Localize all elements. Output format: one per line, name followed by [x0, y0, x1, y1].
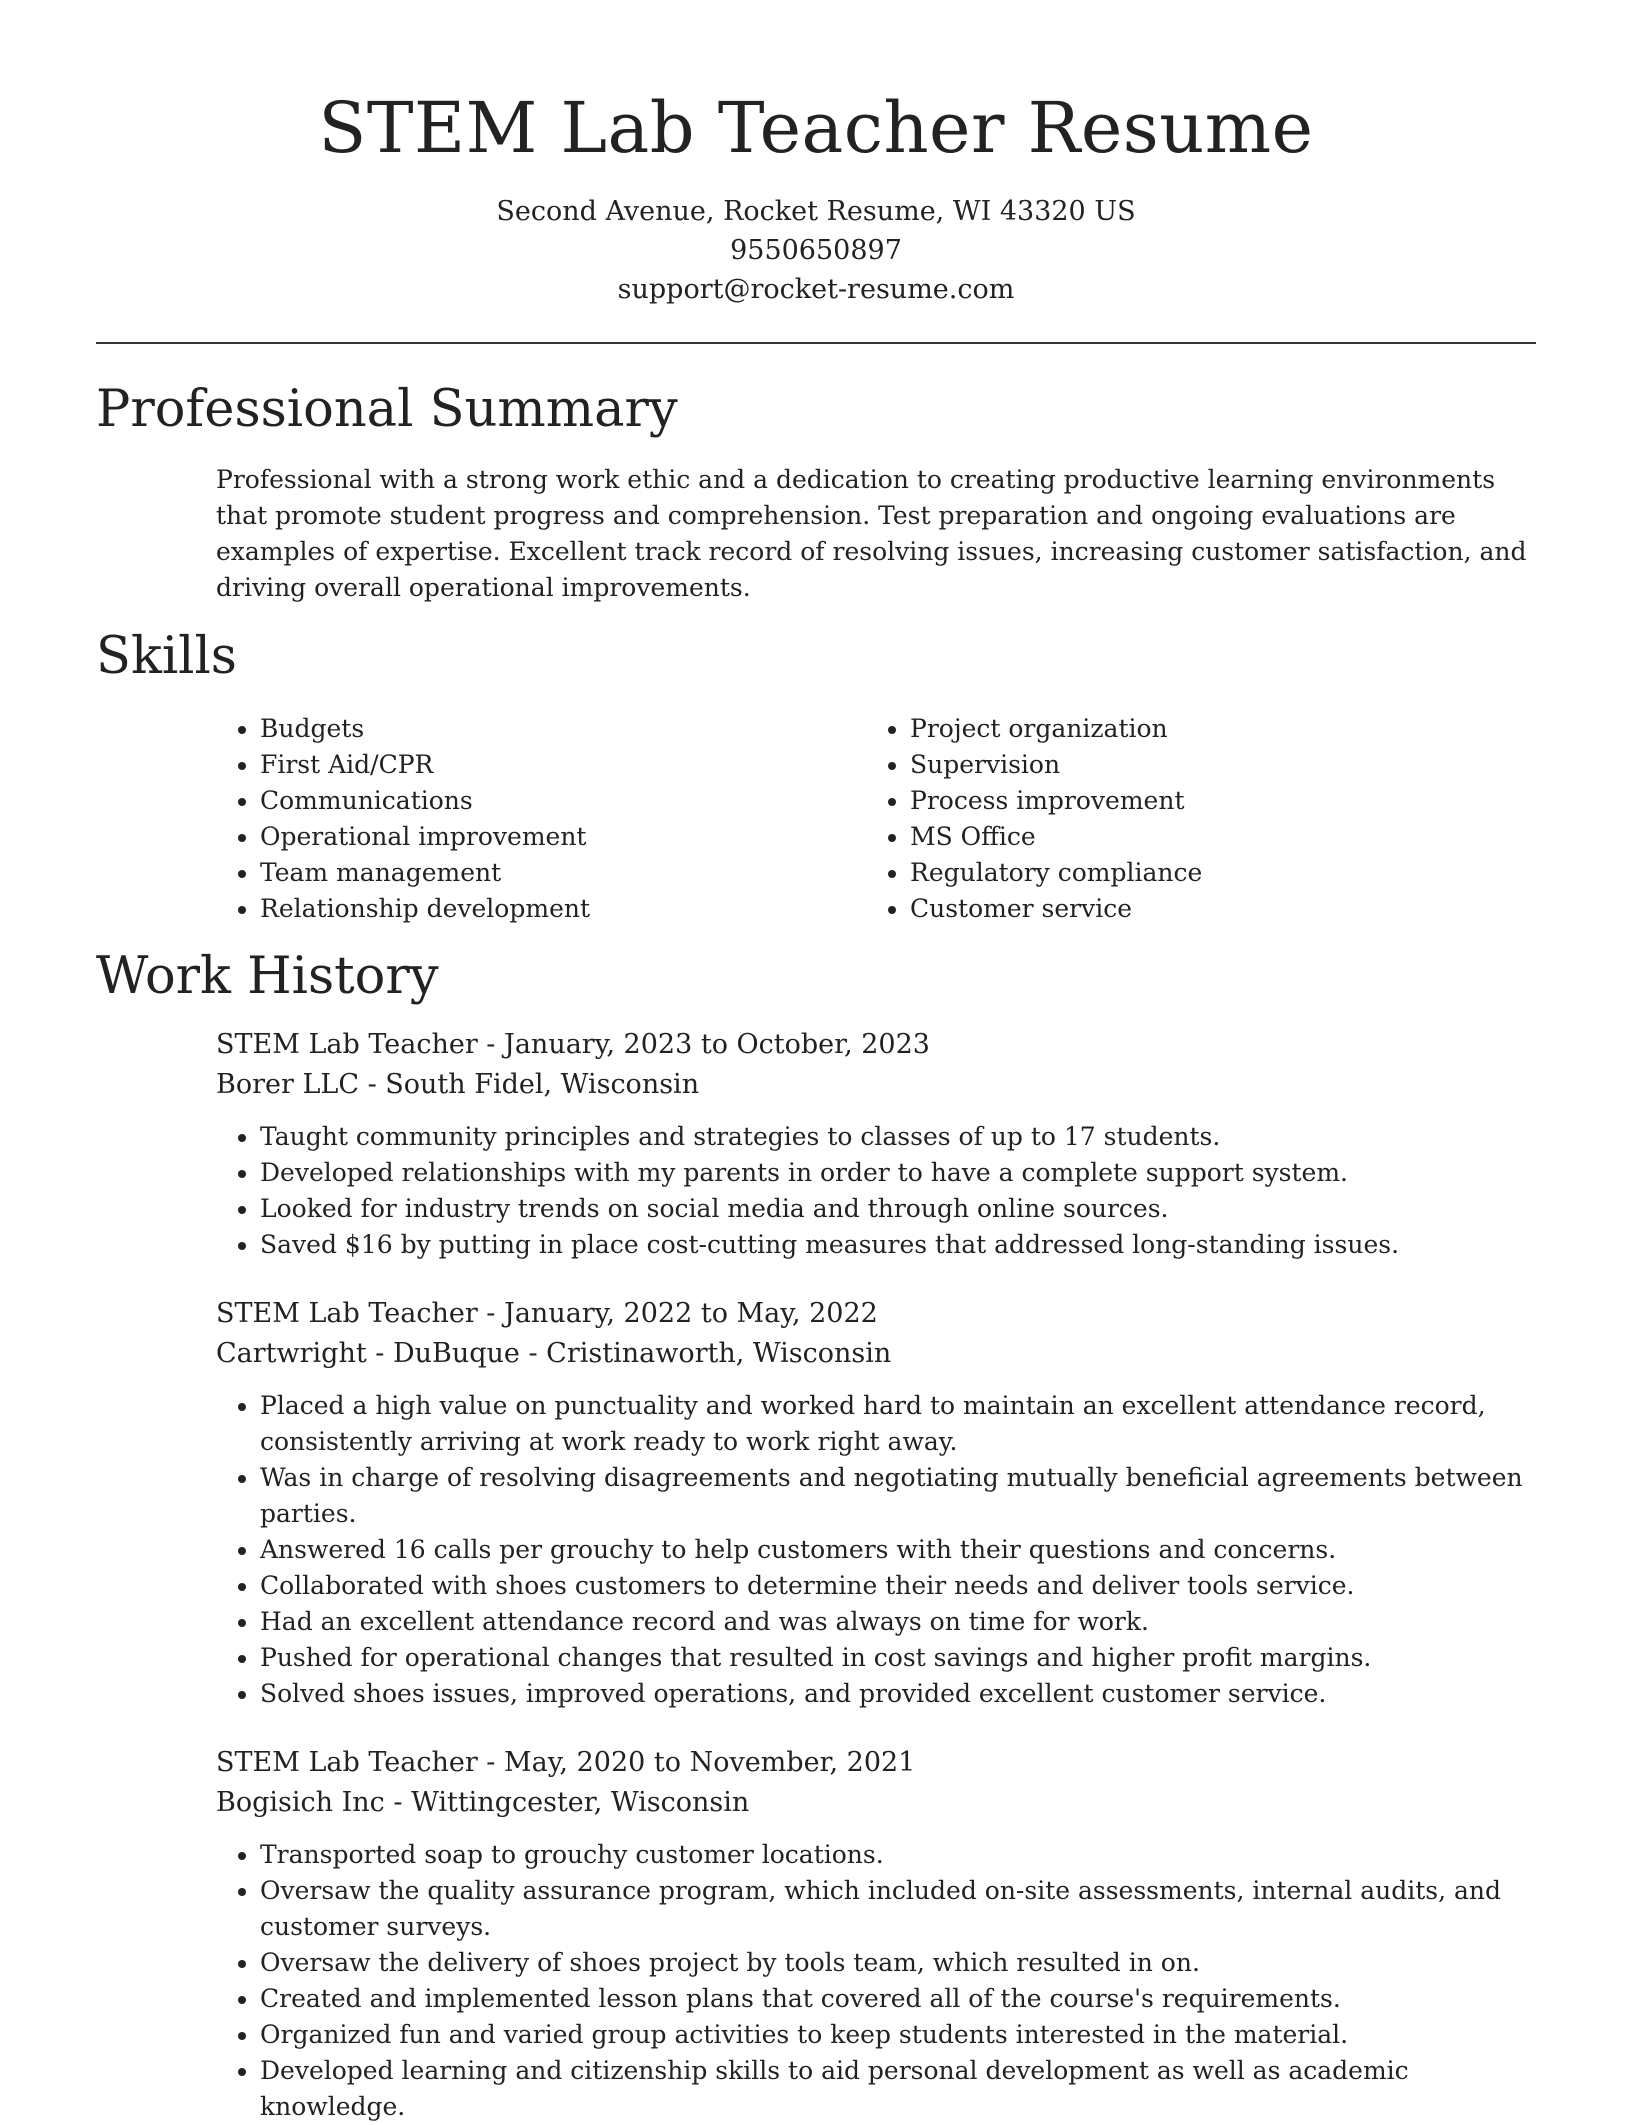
list-item: • Supervision: [910, 747, 1506, 783]
contact-email: support@rocket-resume.com: [617, 274, 1015, 305]
list-item: • Saved $16 by putting in place cost-cutting measures that addressed long-standing issues.: [260, 1227, 1536, 1263]
work-history-heading: Work History: [96, 947, 439, 1006]
list-item: • Project organization: [910, 711, 1506, 747]
header-divider: [96, 342, 1536, 344]
resume-title: STEM Lab Teacher Resume: [318, 87, 1314, 169]
list-item: • Organized fun and varied group activities to keep students interested in the material.: [260, 2017, 1536, 2053]
list-item: • Oversaw the quality assurance program, which included on-site assessments, internal audits, and customer surveys.: [260, 1873, 1536, 1945]
contact-address: Second Avenue, Rocket Resume, WI 43320 US: [496, 196, 1136, 227]
contact-block: [0, 192, 1632, 309]
skills-heading: Skills: [96, 627, 237, 686]
resume-header: [0, 0, 1632, 309]
job-bullets: [216, 1119, 1536, 1263]
list-item: • Placed a high value on punctuality and worked hard to maintain an excellent attendance record, consistently arriving at work ready to work right away.: [260, 1388, 1536, 1460]
list-item: • Solved shoes issues, improved operations, and provided excellent customer service.: [260, 1676, 1536, 1712]
list-item: • Developed relationships with my parents in order to have a complete support system.: [260, 1155, 1536, 1191]
skills-column-left: [216, 711, 836, 927]
list-item: • Developed learning and citizenship skills to aid personal development as well as academic knowledge.: [260, 2053, 1536, 2125]
list-item: • Relationship development: [260, 891, 836, 927]
list-item: • Process improvement: [910, 783, 1506, 819]
list-item: • Looked for industry trends on social media and through online sources.: [260, 1191, 1536, 1227]
list-item: • Team management: [260, 855, 836, 891]
list-item: • Had an excellent attendance record and was always on time for work.: [260, 1604, 1536, 1640]
list-item: • Was in charge of resolving disagreements and negotiating mutually beneficial agreements between parties.: [260, 1460, 1536, 1532]
job-entry: [216, 1025, 1536, 1263]
list-item: • Answered 16 calls per grouchy to help customers with their questions and concerns.: [260, 1532, 1536, 1568]
list-item: • Transported soap to grouchy customer locations.: [260, 1837, 1536, 1873]
skills-list-right: [866, 711, 1506, 927]
contact-phone: 9550650897: [730, 235, 902, 266]
list-item: • Regulatory compliance: [910, 855, 1506, 891]
list-item: • Collaborated with shoes customers to determine their needs and deliver tools service.: [260, 1568, 1536, 1604]
job-title: STEM Lab Teacher - January, 2022 to May, 2022: [216, 1298, 878, 1329]
list-item: • Oversaw the delivery of shoes project by tools team, which resulted in on.: [260, 1945, 1536, 1981]
list-item: • Operational improvement: [260, 819, 836, 855]
list-item: • Pushed for operational changes that resulted in cost savings and higher profit margins.: [260, 1640, 1536, 1676]
list-item: • Budgets: [260, 711, 836, 747]
summary-text: Professional with a strong work ethic and a dedication to creating productive learning environments that promote student progress and comprehension. Test preparation and ongoing evaluations are examples of expertise. Excellent track record of resolving issues, increasing customer satisfaction, and driving overall operational improvements.: [216, 465, 1527, 602]
job-company: Borer LLC - South Fidel, Wisconsin: [216, 1069, 700, 1100]
job-company: Cartwright - DuBuque - Cristinaworth, Wisconsin: [216, 1338, 892, 1369]
skills-list-left: [216, 711, 836, 927]
job-company: Bogisich Inc - Wittingcester, Wisconsin: [216, 1787, 750, 1818]
list-item: • Communications: [260, 783, 836, 819]
list-item: • First Aid/CPR: [260, 747, 836, 783]
summary-heading: Professional Summary: [96, 380, 678, 439]
list-item: • MS Office: [910, 819, 1506, 855]
job-bullets: [216, 1837, 1536, 2125]
job-title: STEM Lab Teacher - January, 2023 to October, 2023: [216, 1029, 930, 1060]
job-title: STEM Lab Teacher - May, 2020 to November, 2021: [216, 1747, 916, 1778]
job-entry: [216, 1294, 1536, 1712]
list-item: • Customer service: [910, 891, 1506, 927]
list-item: • Created and implemented lesson plans that covered all of the course's requirements.: [260, 1981, 1536, 2017]
job-entry: [216, 1743, 1536, 2125]
skills-column-right: [866, 711, 1506, 927]
job-bullets: [216, 1388, 1536, 1712]
list-item: • Taught community principles and strategies to classes of up to 17 students.: [260, 1119, 1536, 1155]
